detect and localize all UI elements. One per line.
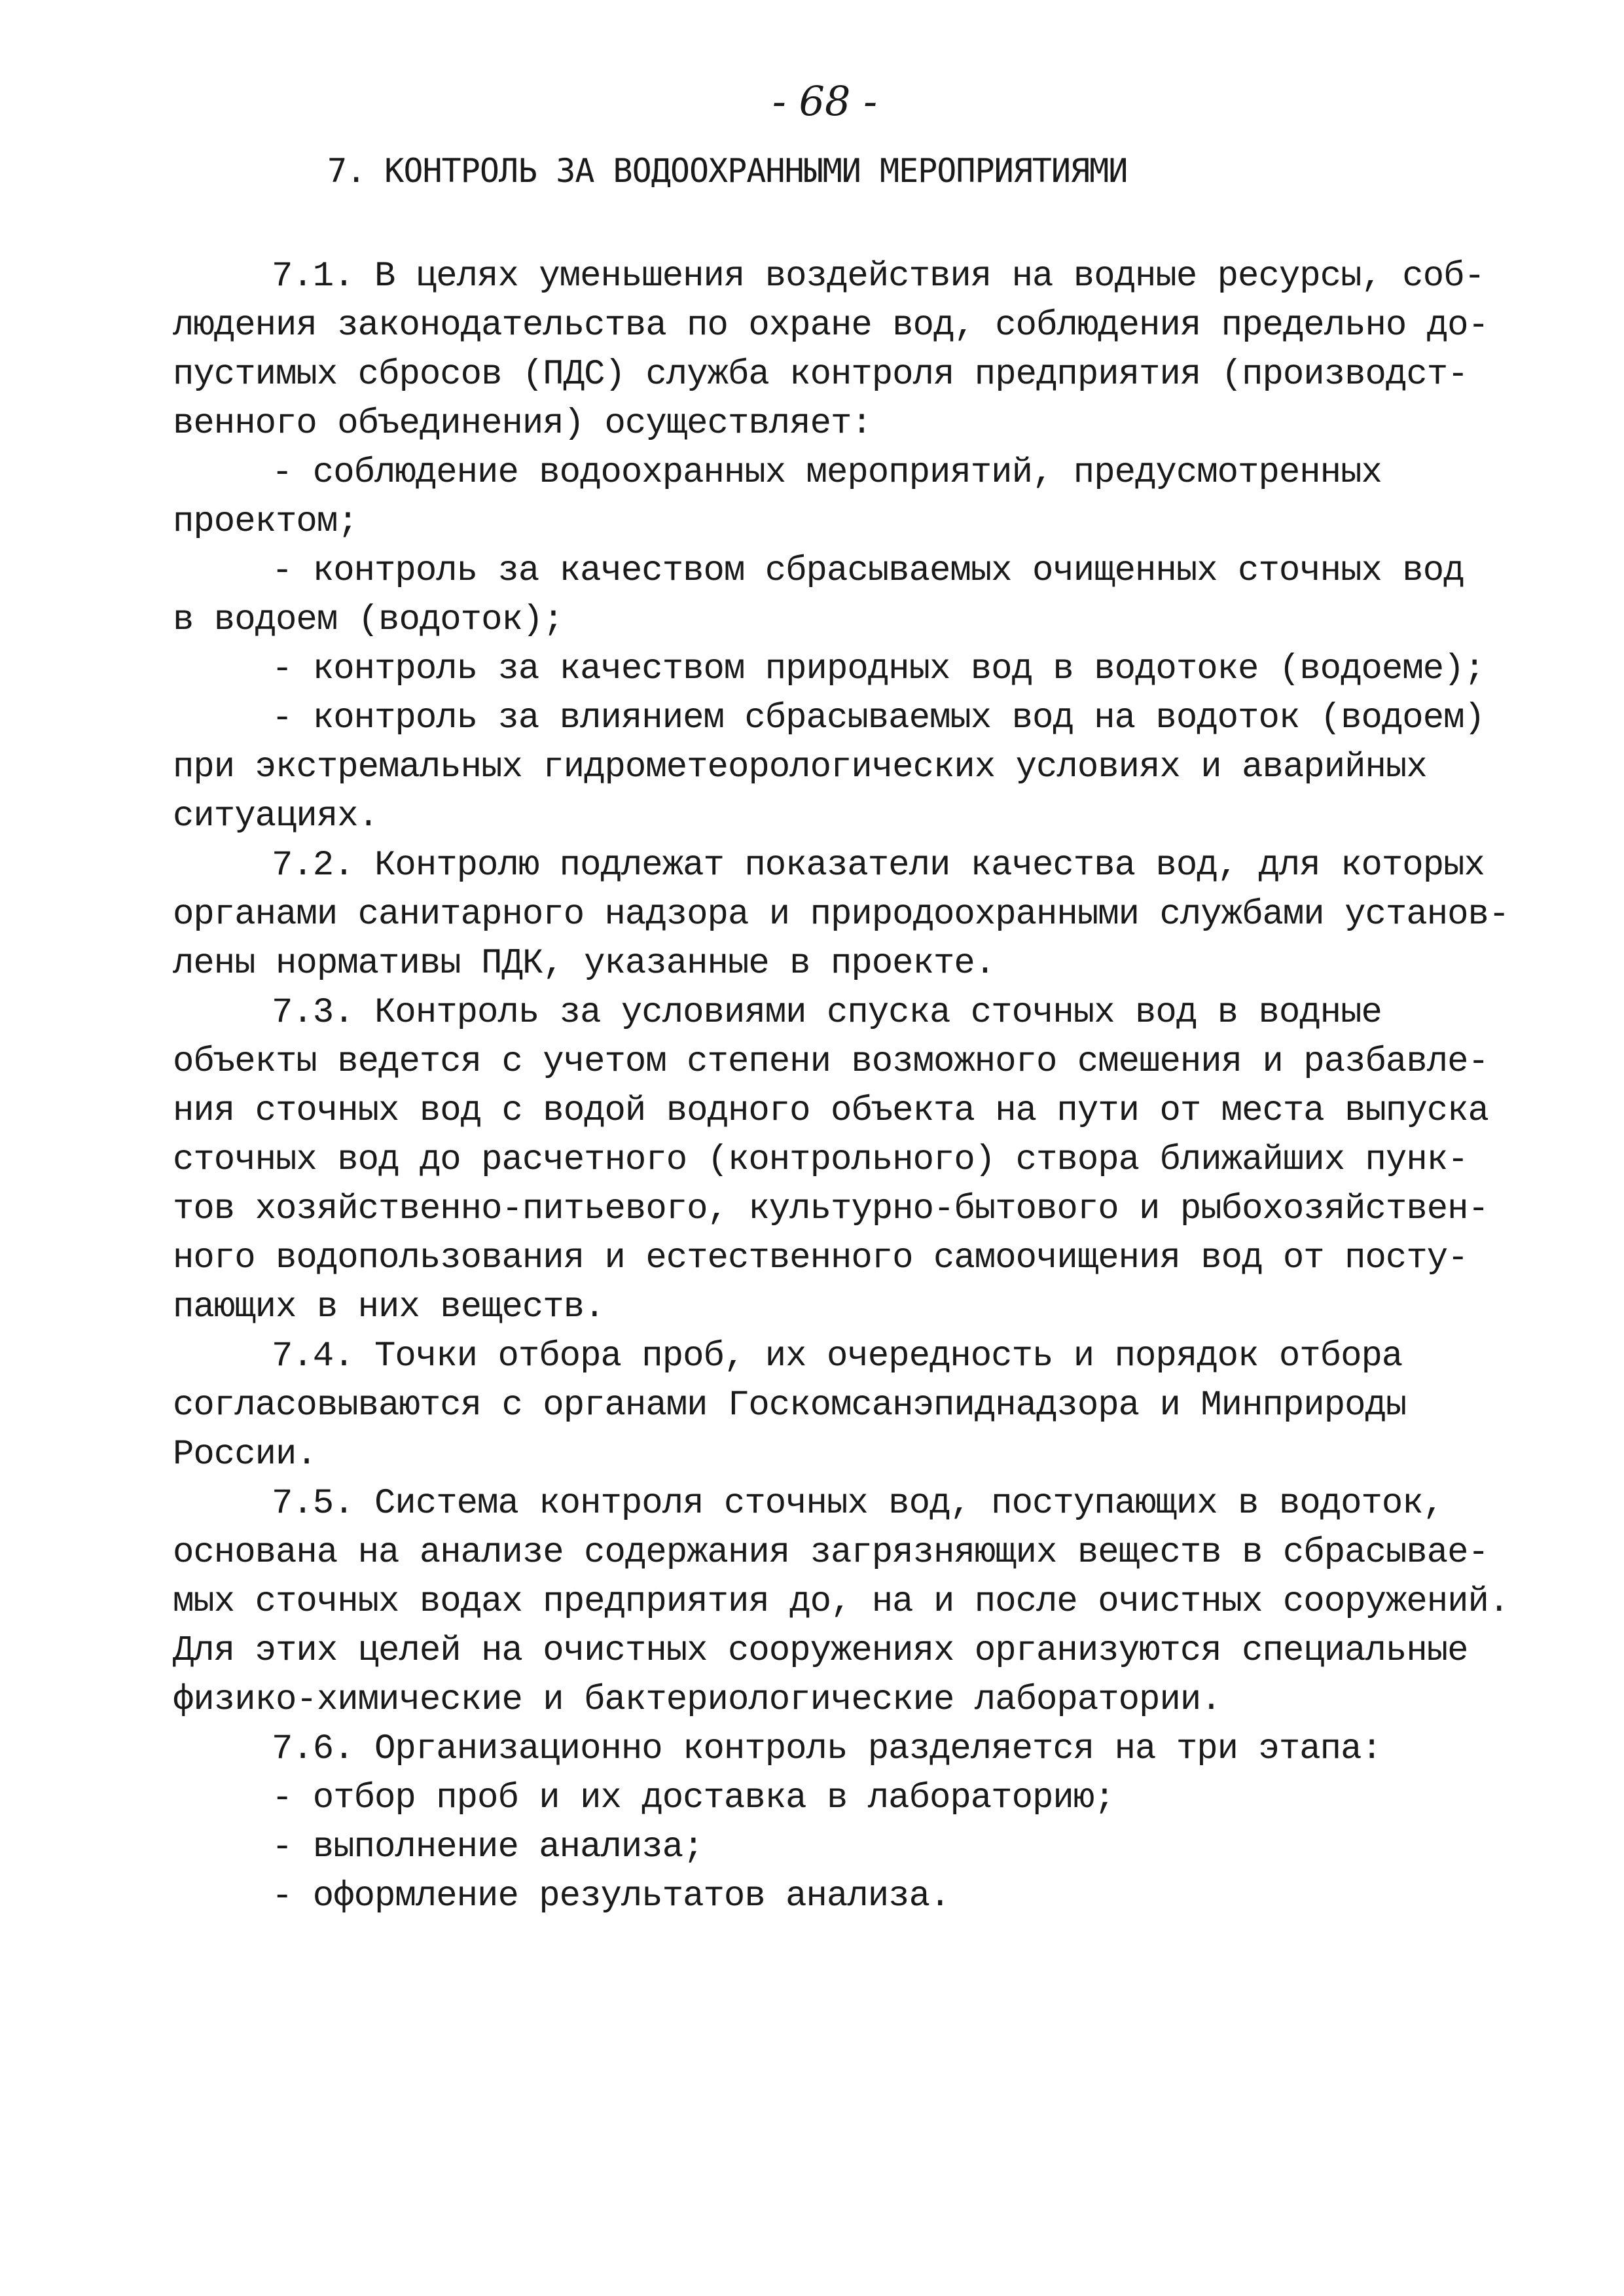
list-item-line: в водоем (водоток); bbox=[173, 600, 564, 640]
paragraph-number: 7.1. bbox=[272, 257, 354, 296]
list-item-line: - оформление результатов анализа. bbox=[272, 1876, 950, 1916]
paragraph-line: 7.2. Контролю подлежат показатели качества вод, для которых bbox=[272, 846, 1485, 886]
list-item-line: - соблюдение водоохранных мероприятий, предусмотренных bbox=[272, 453, 1382, 493]
list-item-line: - выполнение анализа; bbox=[272, 1827, 704, 1867]
paragraph-line: пустимых сбросов (ПДС) служба контроля предприятия (производст- bbox=[173, 355, 1468, 395]
list-item-line: - контроль за качеством сбрасываемых очищенных сточных вод bbox=[272, 551, 1464, 591]
paragraph-line: тов хозяйственно-питьевого, культурно-бытового и рыбохозяйствен- bbox=[173, 1189, 1489, 1229]
paragraph-line: 7.5. Система контроля сточных вод, поступающих в водоток, bbox=[272, 1484, 1444, 1524]
paragraph-line: 7.6. Организационно контроль разделяется на три этапа: bbox=[272, 1729, 1382, 1769]
paragraph-line: согласовываются с органами Госкомсанэпиднадзора и Минприроды bbox=[173, 1386, 1407, 1426]
paragraph-line: физико-химические и бактериологические лаборатории. bbox=[173, 1680, 1221, 1720]
paragraph-line: пающих в них веществ. bbox=[173, 1287, 605, 1327]
paragraph-line: мых сточных водах предприятия до, на и после очистных сооружений. bbox=[173, 1582, 1509, 1622]
list-item-line: - контроль за качеством природных вод в водотоке (водоеме); bbox=[272, 649, 1485, 689]
paragraph-line: основана на анализе содержания загрязняющих веществ в сбрасывае- bbox=[173, 1533, 1489, 1573]
paragraph-line: ного водопользования и естественного самоочищения вод от посту- bbox=[173, 1238, 1468, 1278]
paragraph-line: органами санитарного надзора и природоохранными службами установ- bbox=[173, 895, 1509, 935]
paragraph-line: России. bbox=[173, 1435, 317, 1475]
list-item-line: - контроль за влиянием сбрасываемых вод на водоток (водоем) bbox=[272, 698, 1485, 738]
paragraph-line: объекты ведется с учетом степени возможного смешения и разбавле- bbox=[173, 1042, 1489, 1082]
paragraph-line: 7.3. Контроль за условиями спуска сточных вод в водные bbox=[272, 993, 1382, 1033]
list-item-line: - отбор проб и их доставка в лабораторию; bbox=[272, 1778, 1115, 1818]
paragraph-line: ния сточных вод с водой водного объекта на пути от места выпуска bbox=[173, 1091, 1489, 1131]
list-item-line: проектом; bbox=[173, 502, 358, 542]
section-heading: 7. КОНТРОЛЬ ЗА ВОДООХРАННЫМИ МЕРОПРИЯТИЯМИ bbox=[327, 152, 1128, 190]
paragraph-line: 7.1. В целях уменьшения воздействия на водные ресурсы, соб- bbox=[272, 257, 1485, 296]
list-item-line: при экстремальных гидрометеорологических условиях и аварийных bbox=[173, 747, 1427, 787]
paragraph-line: людения законодательства по охране вод, соблюдения предельно до- bbox=[173, 306, 1489, 346]
page-number: - 68 - bbox=[772, 77, 878, 125]
paragraph-line: лены нормативы ПДК, указанные в проекте. bbox=[173, 944, 996, 984]
paragraph-line: сточных вод до расчетного (контрольного) створа ближайших пунк- bbox=[173, 1140, 1468, 1180]
paragraph-line: 7.4. Точки отбора проб, их очередность и порядок отбора bbox=[272, 1336, 1403, 1376]
paragraph-line: Для этих целей на очистных сооружениях организуются специальные bbox=[173, 1631, 1468, 1671]
paragraph-line: венного объединения) осуществляет: bbox=[173, 404, 872, 444]
list-item-line: ситуациях. bbox=[173, 797, 379, 836]
